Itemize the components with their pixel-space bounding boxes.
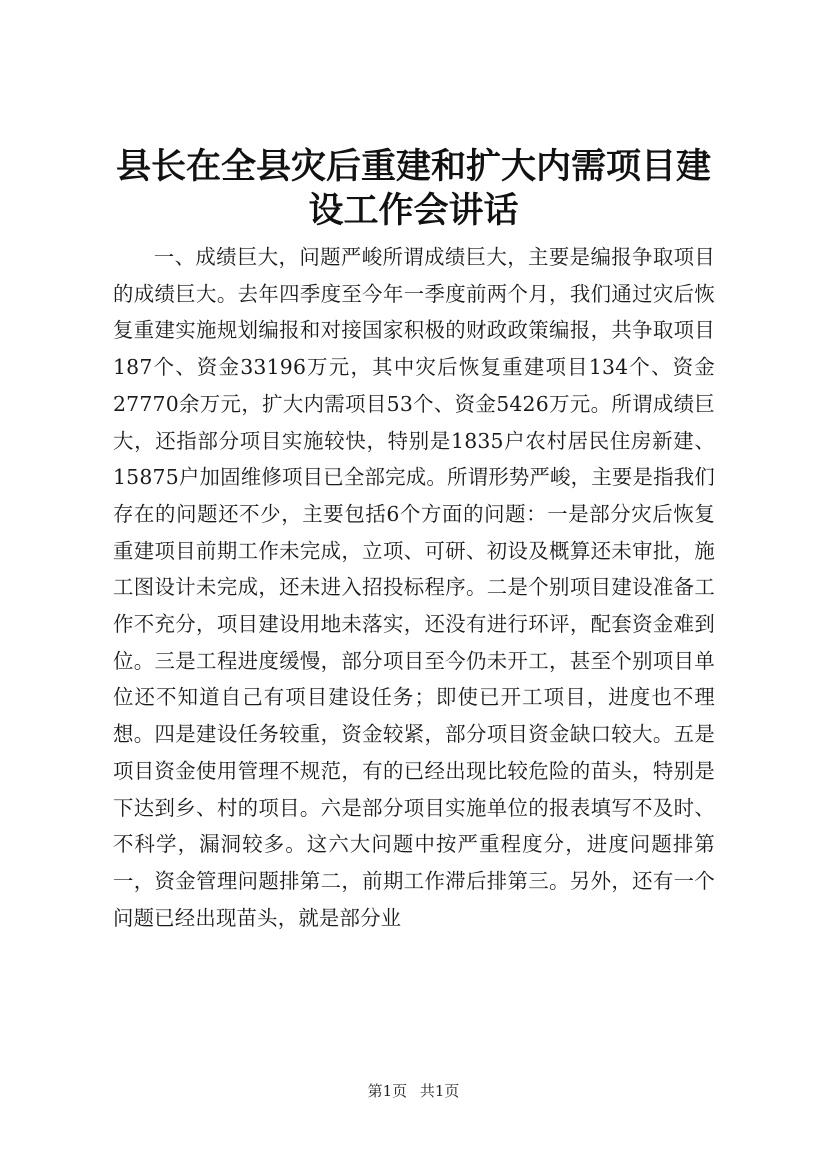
document-body-paragraph: 一、成绩巨大，问题严峻所谓成绩巨大，主要是编报争取项目的成绩巨大。去年四季度至今年一季度前两个月，我们通过灾后恢复重建实施规划编报和对接国家积极的财政政策编报，共争取项目187个、资金33196万元，其中灾后恢复重建项目134个、资金27770余万元，扩大内需项目53个、资金5426万元。所谓成绩巨大，还指部分项目实施较快，特别是1835户农村居民住房新建、15875户加固维修项目已全部完成。所谓形势严峻，主要是指我们存在的问题还不少，主要包括6个方面的问题：一是部分灾后恢复重建项目前期工作未完成，立项、可研、初设及概算还未审批，施工图设计未完成，还未进入招投标程序。二是个别项目建设准备工作不充分，项目建设用地未落实，还没有进行环评，配套资金难到位。三是工程进度缓慢，部分项目至今仍未开工，甚至个别项目单位还不知道自己有项目建设任务；即使已开工项目，进度也不理想。四是建设任务较重，资金较紧，部分项目资金缺口较大。五是项目资金使用管理不规范，有的已经出现比较危险的苗头，特别是下达到乡、村的项目。六是部分项目实施单位的报表填写不及时、不科学，漏洞较多。这六大问题中按严重程度分，进度问题排第一，资金管理问题排第二，前期工作滞后排第三。另外，还有一个问题已经出现苗头，就是部分业: [113, 245, 715, 930]
document-title: 县长在全县灾后重建和扩大内需项目建设工作会讲话: [115, 146, 711, 231]
page-number-label: 第1页: [367, 1082, 408, 1100]
page-footer: [0, 1081, 827, 1101]
page-total-label: 共1页: [419, 1082, 460, 1100]
